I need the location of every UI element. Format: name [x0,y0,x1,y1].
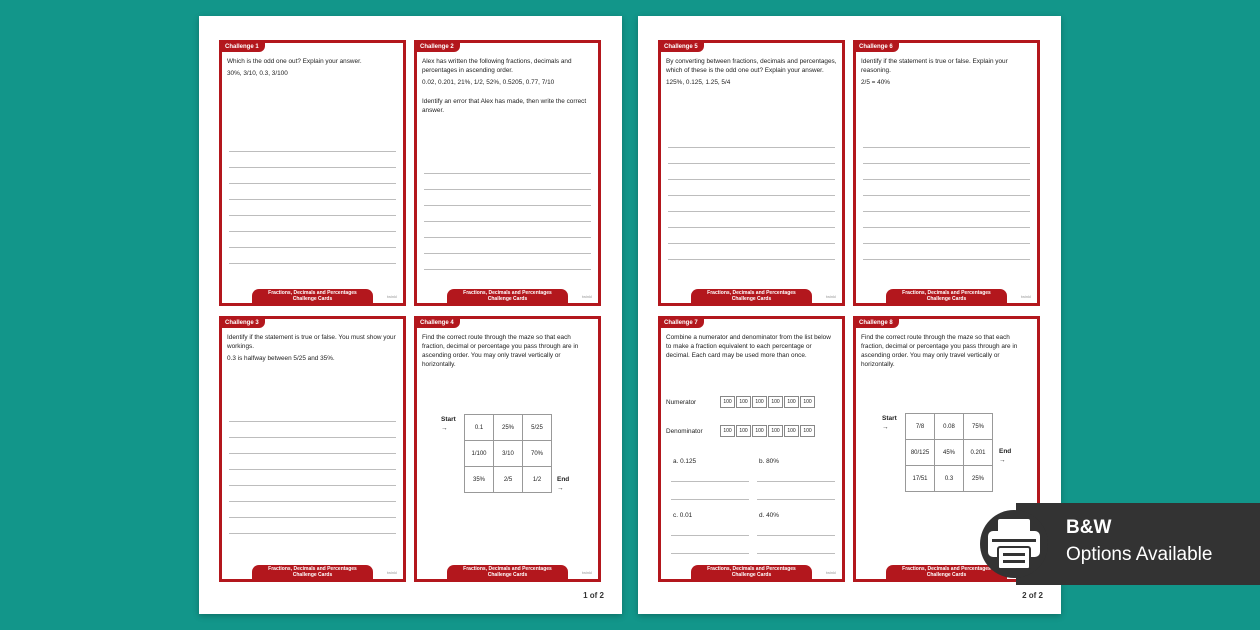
maze-grid [905,413,993,492]
answer-lines [229,421,396,549]
question-line: By converting between fractions, decimals and percentages, which of these is the odd one out? Explain your answer. [666,58,837,74]
question-values: 30%, 3/10, 0.3, 3/100 [227,70,288,77]
challenge-tag: Challenge 8 [856,319,899,328]
badge-subtitle: Options Available [1066,544,1213,565]
question-line: Identify if the statement is true or false. Explain your reasoning. [861,58,1008,74]
question-line: Alex has written the following fractions, decimals and percentages in ascending order. [422,58,572,74]
logo: twinkl [825,294,836,299]
logo: twinkl [581,294,592,299]
item-a: a. 0.125 [673,458,697,465]
question-text [227,333,398,366]
question-line: Find the correct route through the maze so that each fraction, decimal or percentage you pass through are in ascending order. You may only travel vertically or horizontally. [422,334,579,368]
challenge-tag: Challenge 1 [222,43,265,52]
maze-cell: 25% [494,415,523,441]
answer-line [671,499,749,500]
challenge-card-1 [219,40,406,306]
challenge-card-7 [658,316,845,582]
challenge-tag: Challenge 5 [661,43,704,52]
question-text [861,333,1032,372]
card-footer: Fractions, Decimals and Percentages Challenge Cards [691,565,812,579]
denominator-label: Denominator [666,428,703,435]
question-text [666,333,837,363]
challenge-tag: Challenge 3 [222,319,265,328]
answer-line [671,553,749,554]
card-footer: Fractions, Decimals and Percentages Challenge Cards [886,565,1007,579]
card-footer: Fractions, Decimals and Percentages Challenge Cards [252,289,373,303]
maze-cell: 75% [964,414,993,440]
question-line: Which is the odd one out? Explain your answer. [227,58,362,65]
printer-icon [978,509,1050,579]
maze-cell: 80/125 [906,440,935,466]
maze-cell: 3/10 [494,441,523,467]
challenge-tag: Challenge 4 [417,319,460,328]
challenge-card-6 [853,40,1040,306]
question-text [666,57,837,90]
maze-cell: 0.08 [935,414,964,440]
maze-end-label: End → [557,476,570,492]
maze-start-label: Start → [882,415,897,431]
bw-options-badge[interactable] [1016,503,1260,585]
card-footer: Fractions, Decimals and Percentages Challenge Cards [691,289,812,303]
answer-line [757,499,835,500]
maze-cell: 0.3 [935,466,964,492]
challenge-tag: Challenge 6 [856,43,899,52]
logo: twinkl [386,294,397,299]
page-number: 2 of 2 [1022,591,1043,600]
logo: twinkl [825,570,836,575]
question-line: Combine a numerator and denominator from the list below to make a fraction equivalent to each percentage or decimal. Each card may be used more than once. [666,334,831,359]
maze-cell: 2/5 [494,467,523,493]
answer-line [757,481,835,482]
question-text [227,57,398,81]
challenge-tag: Challenge 2 [417,43,460,52]
question-values: 2/5 = 40% [861,79,890,86]
maze-cell: 70% [523,441,552,467]
answer-line [671,535,749,536]
answer-lines [668,147,835,275]
logo: twinkl [581,570,592,575]
challenge-card-2 [414,40,601,306]
maze-cell: 25% [964,466,993,492]
question-line: Identify if the statement is true or false. You must show your workings. [227,334,396,350]
question-values: 0.3 is halfway between 5/25 and 35%. [227,355,335,362]
maze-cell: 5/25 [523,415,552,441]
item-b: b. 80% [759,458,779,465]
answer-lines [863,147,1030,275]
answer-line [757,535,835,536]
answer-line [757,553,835,554]
card-footer: Fractions, Decimals and Percentages Challenge Cards [447,289,568,303]
maze-end-label: End → [999,448,1012,464]
page-number: 1 of 2 [583,591,604,600]
answer-lines [424,173,591,285]
challenge-card-5 [658,40,845,306]
maze-cell: 7/8 [906,414,935,440]
question-text [422,333,593,372]
maze-cell: 45% [935,440,964,466]
item-d: d. 40% [759,512,779,519]
challenge-card-4 [414,316,601,582]
logo: twinkl [1020,294,1031,299]
question-line: Identify an error that Alex has made, then write the correct answer. [422,98,587,114]
item-c: c. 0.01 [673,512,693,519]
maze-cell: 1/2 [523,467,552,493]
logo: twinkl [386,570,397,575]
maze-cell: 1/100 [465,441,494,467]
challenge-card-3 [219,316,406,582]
challenge-tag: Challenge 7 [661,319,704,328]
worksheet-page-1 [199,16,622,614]
card-footer: Fractions, Decimals and Percentages Challenge Cards [447,565,568,579]
card-footer: Fractions, Decimals and Percentages Challenge Cards [886,289,1007,303]
maze-start-label: Start → [441,416,456,432]
numerator-label: Numerator [666,399,697,406]
maze-cell: 35% [465,467,494,493]
question-line: Find the correct route through the maze so that each fraction, decimal or percentage you pass through are in ascending order. You may only travel vertically or horizontally. [861,334,1018,368]
denominator-cards: 100 100 100 100 100 100 [720,425,816,437]
badge-title: B&W [1066,517,1112,538]
numerator-cards: 100 100 100 100 100 100 [720,396,816,408]
answer-lines [229,151,396,279]
maze-cell: 17/51 [906,466,935,492]
question-text [422,57,593,118]
maze-cell: 0.1 [465,415,494,441]
question-text [861,57,1032,90]
maze-cell: 0.201 [964,440,993,466]
question-values: 0.02, 0.201, 21%, 1/2, 52%, 0.5205, 0.77, 7/10 [422,79,555,86]
card-footer: Fractions, Decimals and Percentages Challenge Cards [252,565,373,579]
question-values: 125%, 0.125, 1.25, 5/4 [666,79,731,86]
maze-grid [464,414,552,493]
answer-line [671,481,749,482]
